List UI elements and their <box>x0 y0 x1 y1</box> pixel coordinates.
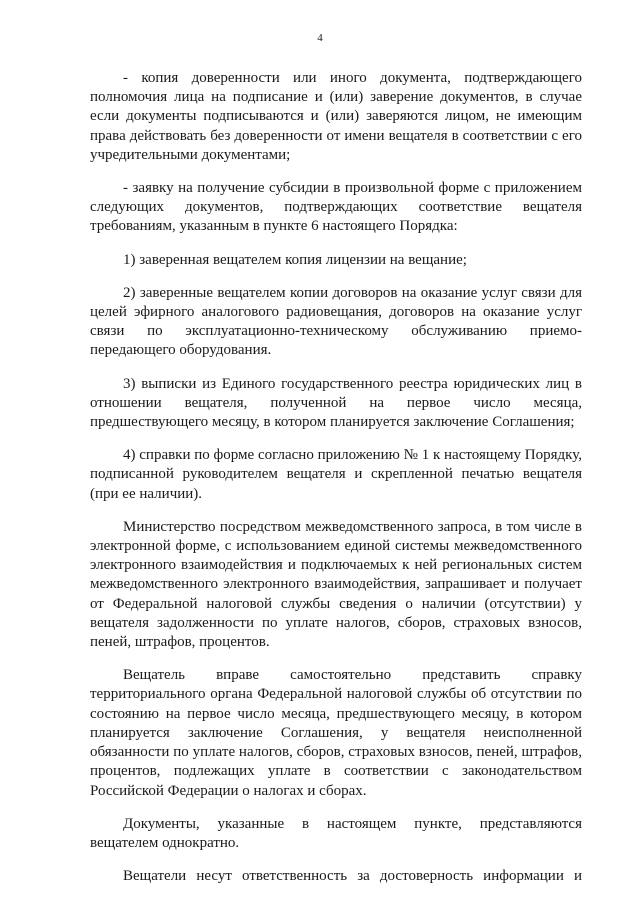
paragraph-item-3-registry: 3) выписки из Единого государственного реестра юридических лиц в отношении вещателя, полученной на первое число месяца, предшествующего месяцу, в котором планируется заключение Соглашения; <box>90 375 582 431</box>
paragraph-power-of-attorney: - копия доверенности или иного документа, подтверждающего полномочия лица на подписание и (или) заверение документов, в случае если документы подписываются и (или) заверяются лицом, не имеющим права действовать без доверенности от имени вещателя в соответствии с его учредительными документами; <box>90 70 582 163</box>
paragraph-item-4-certificate: 4) справки по форме согласно приложению № 1 к настоящему Порядку, подписанной руководителем вещателя и скрепленной печатью вещателя (при ее наличии). <box>90 447 582 502</box>
paragraph-responsibility: Вещатели несут ответственность за достоверность информации и <box>123 868 582 885</box>
paragraph-broadcaster-certificate: Вещатель вправе самостоятельно представить справку территориального органа Федеральной налоговой службы об отсутствии по состоянию на первое число месяца, предшествующего месяцу, в котором планируется заключение Соглашения, у вещателя неисполненной обязанности по уплате налогов, сборов, страховых взносов, пеней, штрафов, процентов, подлежащих уплате в соответствии с законодательством Российской Федерации о налогах и сборах. <box>90 667 582 799</box>
paragraph-ministry-request: Министерство посредством межведомственного запроса, в том числе в электронной форме, с использованием единой системы межведомственного электронного взаимодействия и подключаемых к ней региональных систем межведомственного электронного взаимодействия, запрашивает и получает от Федеральной налоговой службы сведения о наличии (отсутствии) у вещателя задолженности по уплате налогов, сборов, страховых взносов, пеней, штрафов, процентов. <box>90 518 582 651</box>
paragraph-subsidy-application: - заявку на получение субсидии в произвольной форме с приложением следующих документов, подтверждающих соответствие вещателя требованиям, указанным в пункте 6 настоящего Порядка: <box>90 180 582 235</box>
page-number: 4 <box>317 32 323 44</box>
paragraph-item-2-contracts: 2) заверенные вещателем копии договоров на оказание услуг связи для целей эфирного аналогового радиовещания, договоров на оказание услуг связи по эксплуатационно-техническому обслуживанию приемо-передающего оборудования. <box>90 284 582 359</box>
paragraph-item-1-license: 1) заверенная вещателем копия лицензии на вещание; <box>123 251 467 268</box>
paragraph-documents-once: Документы, указанные в настоящем пункте, представляются вещателем однократно. <box>90 815 582 851</box>
document-body <box>90 69 582 886</box>
